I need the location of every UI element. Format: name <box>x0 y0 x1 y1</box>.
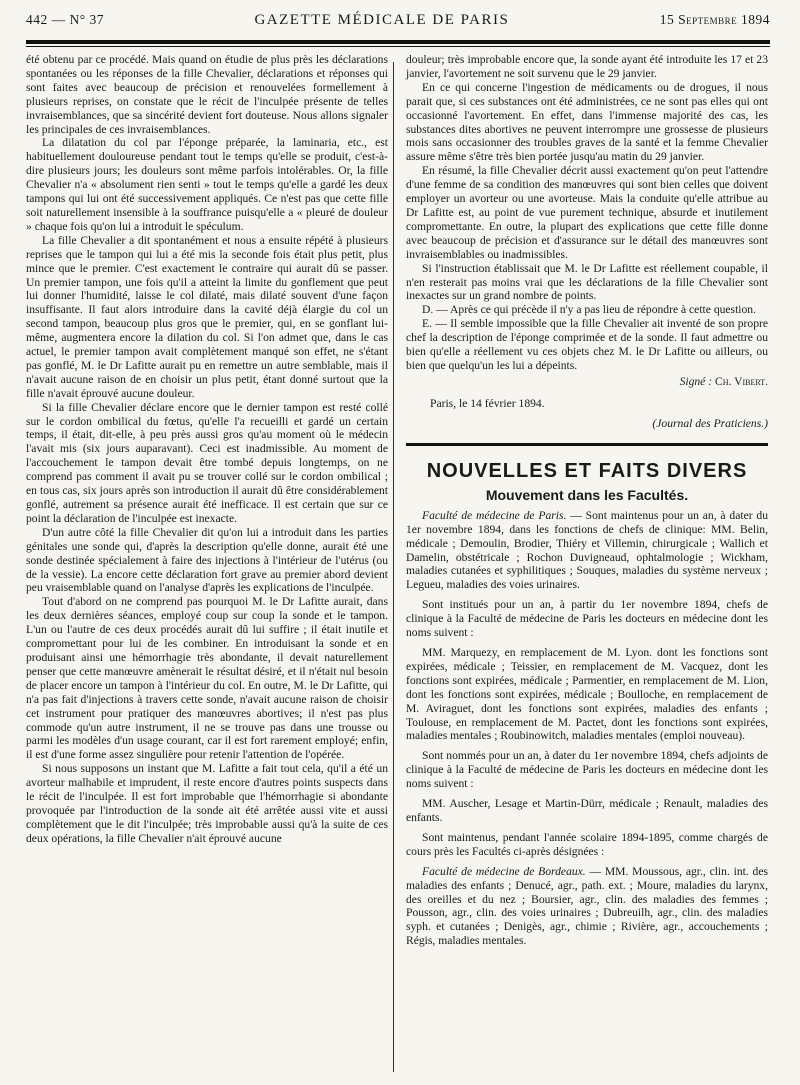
page-header <box>26 12 770 34</box>
left-column <box>26 53 388 948</box>
journal-title: GAZETTE MÉDICALE DE PARIS <box>254 12 510 28</box>
source-journal: (Journal des Praticiens.) <box>652 416 768 430</box>
paragraph: E. — Il semble impossible que la fille Chevalier ait inventé de son propre chef la description de l'éponge comprimée et de la sonde. Il faut admettre ou bien qu'elle a réellement vu ces objets chez M. le Dr Lafitte ou ailleurs, ou bien que quelqu'un les lui a dépeints. <box>406 317 768 372</box>
news-text: Sont institués pour un an, à partir du 1er novembre 1894, chefs de clinique à la Faculté de médecine de Paris les docteurs en médecine dont les noms suivent : <box>406 598 768 640</box>
news-text: Sont nommés pour un an, à dater du 1er novembre 1894, chefs adjoints de clinique à la Faculté de médecine de Paris les docteurs en médecine dont les noms suivent : <box>406 749 768 791</box>
section-rule <box>406 443 768 446</box>
right-column <box>406 53 768 948</box>
paragraph: été obtenu par ce procédé. Mais quand on étudie de plus près les déclarations spontanées ou les réponses de la fille Chevalier, déclarations et réponses qui sont faites avec beaucoup de précision et renouvelées formellement à plusieurs reprises, on constate que le récit de l'inculpée présente de telles invraisemblances, que sa sincérité devient fort douteuse. Nous allons signaler les principales de ces invraisemblances. <box>26 53 388 136</box>
header-rule-thin <box>26 46 770 47</box>
news-item <box>406 646 768 743</box>
news-text: Sont maintenus, pendant l'année scolaire 1894-1895, comme chargés de cours près les Facultés ci-après désignées : <box>406 830 768 858</box>
news-item <box>406 865 768 948</box>
column-divider <box>393 62 394 1072</box>
signature-label: Signé : <box>679 374 713 388</box>
paragraph: D'un autre côté la fille Chevalier dit qu'on lui a introduit dans les parties génitales une sonde qui, d'après la description qu'elle donne, aurait été une sonde destinée spécialement à faire des injections à l'intérieur de l'utérus (ou de la vessie). La encore cette déclaration fort grave au premier abord devient peu vraisemblable quand on l'analyse d'après les explications de l'inculpée. <box>26 525 388 595</box>
columns <box>26 53 770 948</box>
paragraph: En résumé, la fille Chevalier décrit aussi exactement qu'on peut l'attendre d'une femme de sa condition des manœuvres qui sont bien celles que doivent employer un avorteur ou une avorteuse. Mais la conduite qu'elle attribue au Dr Lafitte est, au point de vue purement technique, absurde et inutilement compromettante. En outre, la plupart des explications que cette fille donne avec beaucoup de précision et d'assurance sur le détail des manœuvres sont invraisemblables ou inadmissibles. <box>406 164 768 261</box>
paragraph: D. — Après ce qui précède il n'y a pas lieu de répondre à cette question. <box>422 303 756 317</box>
paragraph: En ce qui concerne l'ingestion de médicaments ou de drogues, il nous parait que, si ces substances ont été administrées, ce ne sont pas elles qui ont occasionné l'avortement. En effet, dans l'immense majorité des cas, les substances dites abortives ne peuvent interrompre une grossesse de plusieurs mois sans occasionner des troubles graves de la santé et la femme Chevalier assure même s'être très bien portée jusqu'au matin du 29 janvier. <box>406 80 768 164</box>
paragraph: Tout d'abord on ne comprend pas pourquoi M. le Dr Lafitte aurait, dans les deux dernières séances, employé coup sur coup la sonde et le tampon. L'un ou l'autre de ces deux procédés aurait dû lui suffire ; il était inutile et compromettant pour lui de les combiner. En introduisant la sonde et en produisant ainsi une hémorrhagie très abondante, il devait naturellement penser que cette manœuvre amènerait le résultat désiré, et il n'était nul besoin de placer encore un tampon à l'intérieur du col. En outre, M. le Dr Lafitte, qui n'a pas fait d'injections à travers cette sonde, n'avait aucune raison de choisir cet instrument pour pratiquer des manœuvres abortives; il n'est pas plus commode qu'un autre instrument, il ne se trouve pas dans une trousse ou parmi les modèles d'un usage courant, car il est fort rarement employé; enfin, il est d'une forme assez singulière pour retenir l'attention de l'opérée. <box>26 595 388 762</box>
paragraph: Si l'instruction établissait que M. le Dr Lafitte est réellement coupable, il n'en resterait pas moins vrai que les déclarations de la fille Chevalier sont inexactes sur un grand nombre de points. <box>406 261 768 303</box>
news-item <box>406 598 768 640</box>
issue-date: 15 Septembre 1894 <box>659 12 770 27</box>
section-title: NOUVELLES ET FAITS DIVERS <box>426 459 748 482</box>
news-item <box>406 749 768 791</box>
paragraph: douleur; très improbable encore que, la sonde ayant été introduite les 17 et 23 janvier, l'avortement ne soit survenu que le 29 janvier. <box>406 53 768 80</box>
paragraph: La dilatation du col par l'éponge préparée, la laminaria, etc., est habituellement douloureuse pendant tout le temps qu'elle se produit, c'est-à-dire plusieurs jours; les douleurs sont même parfois intolérables. Or, la fille Chevalier n'a « absolument rien senti » tout le temps qu'elle a gardé les deux tampons qui lui ont été successivement appliqués. Ce n'est pas que cette fille soit naturellement insensible à la souffrance puisqu'elle a « pleuré de douleur » chaque fois qu'on lui a introduit le spéculum. <box>26 136 388 233</box>
news-text: MM. Auscher, Lesage et Martin-Dürr, médicale ; Renault, maladies des enfants. <box>406 797 768 824</box>
paragraph: Si la fille Chevalier déclare encore que le dernier tampon est resté collé sur le cordon ombilical du fœtus, qu'elle l'a recueilli et gardé un certain temps, il était, dit-elle, à peu près aussi gros qu'au moment où le médecin l'avait mis (six jours auparavant). Ceci est inadmissible. Au moment de l'accouchement le tampon devait être tombé depuis longtemps, on ne comprend pas comment il avait pu se trouver collé sur le cordon ombilical ; en tous cas, six jours après son introduction il aurait dû être considérablement gonflé, autrement sa présence aurait été inefficace. Il est certain que sur ce point la déclaration de l'inculpée est inexacte. <box>26 400 388 525</box>
paragraph: La fille Chevalier a dit spontanément et nous a ensuite répété à plusieurs reprises que le tampon qui lui a été mis la seconde fois était plus petit, plus mince que le premier. C'est exactement le contraire qui aurait dû se passer. Un premier tampon, une fois qu'il a atteint la limite du gonflement que peut lui donner l'humidité, laisse le col dilaté, mais dilaté souvent d'une façon insuffisante. Il faut alors introduire dans la cavité déjà élargie du col un second tampon, beaucoup plus gros que le premier, qui, en se gonflant lui-même, augmentera encore la dilation du col. Si l'on admet que, dans le cas actuel, le premier tampon avait complètement manqué son effet, ne s'étant pas gonflé, M. le Dr Lafitte aurait pu en remettre un autre semblable, mais il n'avait aucune raison de en choisir un plus petit, étant donné surtout que la fille n'avait éprouvé aucune douleur. <box>26 233 388 400</box>
news-lead: Faculté de médecine de Bordeaux. <box>422 864 586 878</box>
signature <box>406 375 768 389</box>
news-item <box>406 509 768 592</box>
news-text: MM. Marquezy, en remplacement de M. Lyon. dont les fonctions sont expirées, médicale ; Teissier, en remplacement de M. Vacquez, dont les fonctions sont expirées, médicale ; Parmentier, en remplacement de M. Lion, dont les fonctions sont expirées, médicale ; Boulloche, en remplacement de M. Aviraguet, dont les fonctions sont expirées, maladies des enfants ; Toulouse, en remplacement de M. Pactet, dont les fonctions sont expirées, maladies mentales ; Roubinowitch, maladies mentales (emploi nouveau). <box>406 646 768 743</box>
paragraph: Si nous supposons un instant que M. Lafitte a fait tout cela, qu'il a été un avorteur malhabile et imprudent, il reste encore d'autres points suspects dans le récit de l'inculpée. Il est fort improbable que l'hémorrhagie si abondante provoquée par l'introduction de la sonde ait été arrêtée aussi vite et aussi complètement que le dit l'inculpée; très improbable aussi qu'à la suite de ces deux opérations, la fille Chevalier n'ait éprouvé aucune <box>26 762 388 845</box>
signature-name: Ch. Vibert. <box>715 374 768 388</box>
news-item <box>406 797 768 825</box>
news-text: — MM. Moussous, agr., clin. int. des maladies des enfants ; Denucé, agr., path. ext. ; Moure, maladies du larynx, des oreilles et du nez ; Boursier, agr., clin. des maladies des femmes ; Pousson, agr., clin. des voies urinaires ; Dubreuilh, agr., clin. des maladies syph. et cutanées ; Denigès, agr., chimie ; Rivière, agr., accouchements ; Régis, maladies mentales. <box>406 864 768 948</box>
subsection-title: Mouvement dans les Facultés. <box>485 486 689 503</box>
page-number: 442 — N° 37 <box>26 12 105 27</box>
header-rule <box>26 40 770 44</box>
news-text: — Sont maintenus pour un an, à dater du 1er novembre 1894, dans les fonctions de chefs de clinique: MM. Belin, médicale ; Demoulin, Brodier, Thiéry et Villemin, chirurgicale ; Wallich et Damelin, obstétricale ; Rochon Duvigneaud, ophtalmologie ; Wickham, maladies cutanées et syphilitiques ; Souques, maladies du système nerveux ; Legueu, maladies des voies urinaires. <box>406 508 768 592</box>
news-item <box>406 831 768 859</box>
place-date: Paris, le 14 février 1894. <box>430 396 545 410</box>
news-lead: Faculté de médecine de Paris. <box>422 508 567 522</box>
